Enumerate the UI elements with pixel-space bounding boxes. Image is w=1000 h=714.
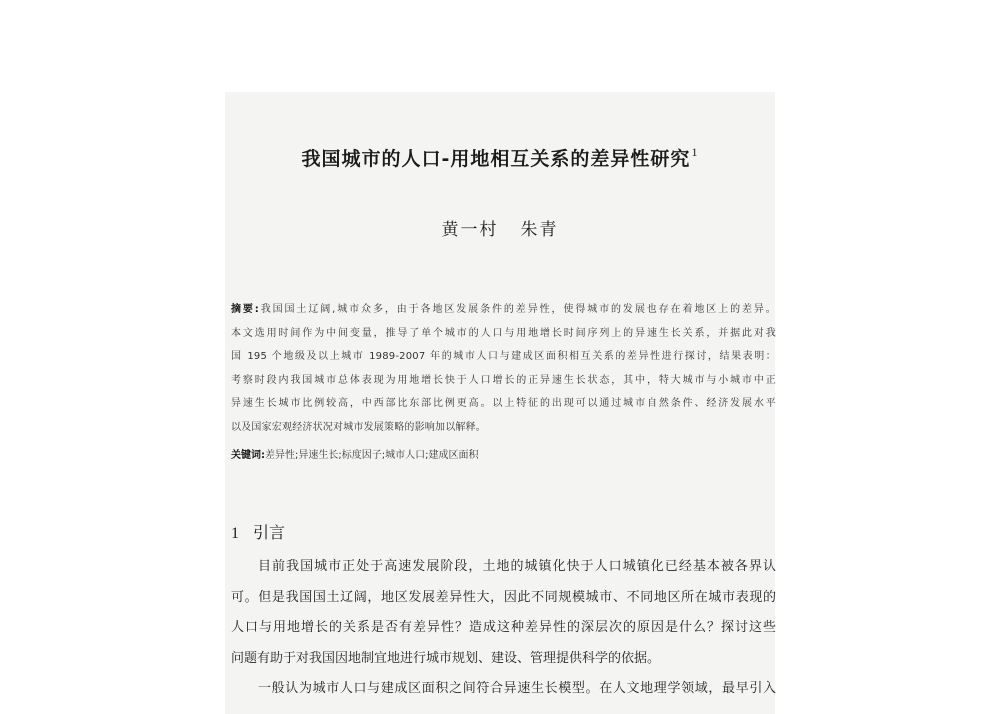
title-footnote-mark: 1	[691, 145, 699, 159]
abstract-line: 本文选用时间作为中间变量，推导了单个城市的人口与用地增长时间序列上的异速生长关系，并据此对我	[231, 327, 776, 339]
keywords-text: 差异性;异速生长;标度因子;城市人口;建成区面积	[265, 450, 479, 461]
abstract-block	[231, 303, 776, 444]
paper-title-text: 我国城市的人口-用地相互关系的差异性研究	[301, 148, 691, 170]
author-name: 朱青	[520, 220, 559, 240]
body-line: 一般认为城市人口与建成区面积之间符合异速生长模型。在人文地理学领域，最早引入	[258, 681, 776, 696]
author-name: 黄一村	[441, 220, 499, 240]
abstract-line-text: 我国国土辽阔,城市众多，由于各地区发展条件的差异性，使得城市的发展也存在着地区上的差异。	[259, 304, 776, 315]
abstract-line: 异速生长城市比例较高，中西部比东部比例更高。以上特征的出现可以通过城市自然条件、经济发展水平	[231, 398, 776, 409]
abstract-label: 摘要:	[231, 304, 260, 315]
section-title: 引言	[253, 523, 286, 542]
body-line: 问题有助于对我国因地制宜地进行城市规划、建设、管理提供科学的依据。	[231, 650, 661, 666]
body-line: 可。但是我国国土辽阔，地区发展差异性大，因此不同规模城市、不同地区所在城市表现的	[231, 589, 776, 605]
paper-title	[225, 144, 775, 171]
keywords-label: 关键词:	[231, 450, 265, 461]
body-line: 人口与用地增长的关系是否有差异性？造成这种差异性的深层次的原因是什么？探讨这些	[231, 620, 776, 635]
section-number: 1	[231, 525, 239, 542]
body-line: 目前我国城市正处于高速发展阶段，土地的城镇化快于人口城镇化已经基本被各界认	[258, 559, 776, 574]
keywords-line	[231, 446, 478, 461]
author-list	[225, 215, 775, 240]
abstract-line: 国 195 个地级及以上城市 1989-2007 年的城市人口与建成区面积相互关系的差异性进行探讨，结果表明：	[231, 351, 776, 362]
body-text	[231, 558, 776, 711]
abstract-line	[231, 303, 776, 327]
document-page	[225, 92, 775, 714]
abstract-line: 以及国家宏观经济状况对城市发展策略的影响加以解释。	[231, 421, 486, 433]
section-heading	[231, 520, 285, 543]
abstract-line: 考察时段内我国城市总体表现为用地增长快于人口增长的正异速生长状态，其中，特大城市与小城市中正	[231, 374, 776, 386]
